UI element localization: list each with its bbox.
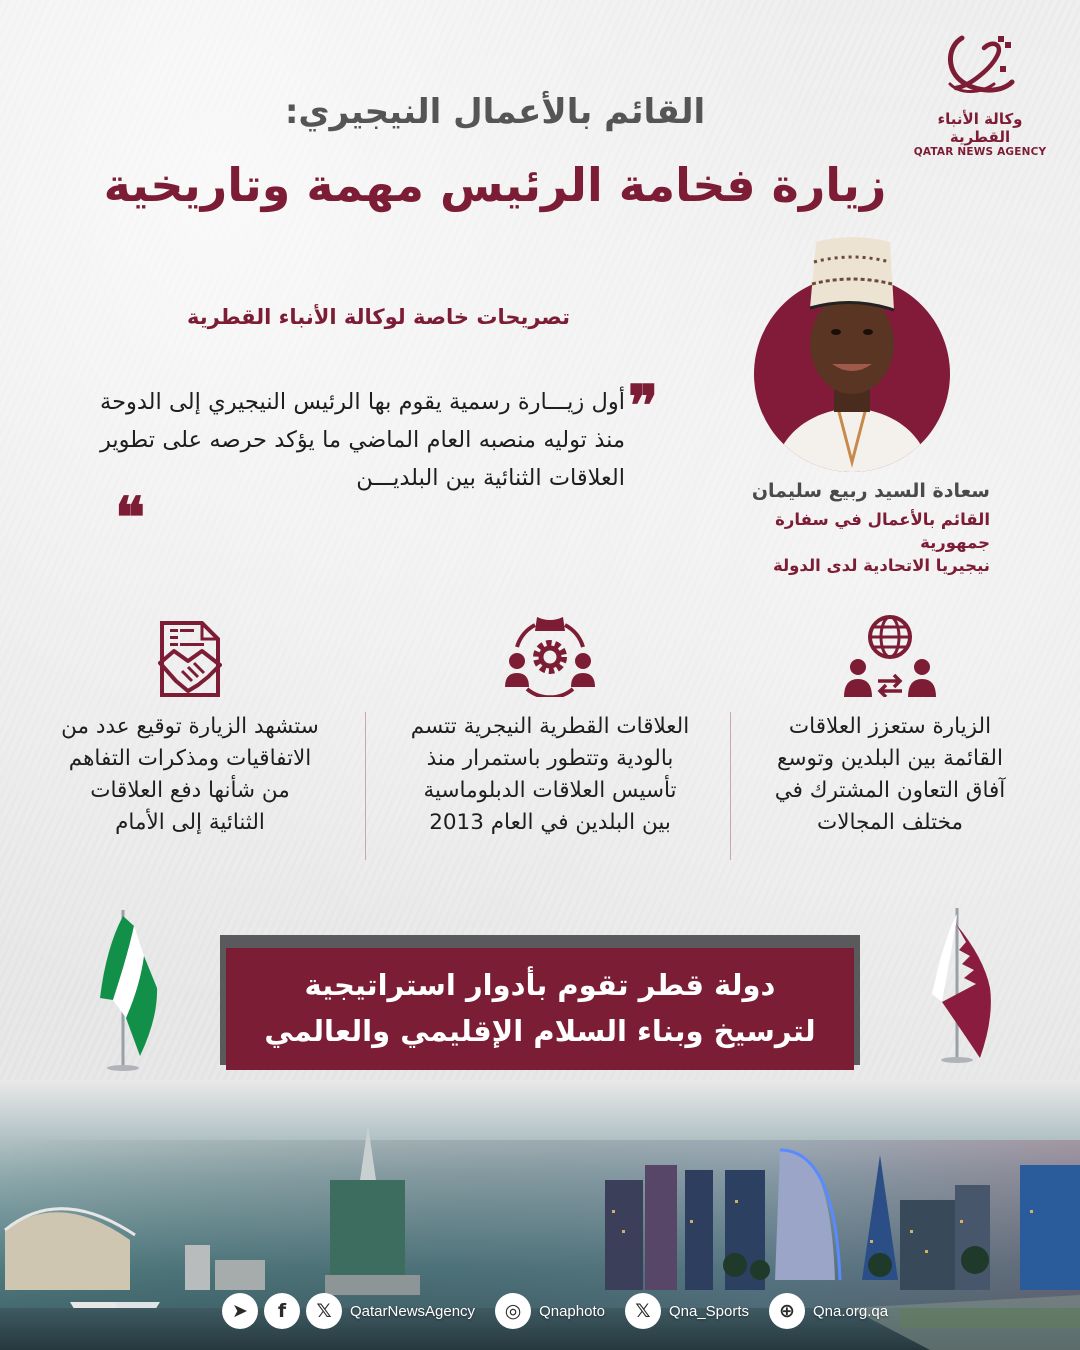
- feature-text-agreements: [25, 711, 355, 839]
- globe-web-icon[interactable]: ⊕: [769, 1293, 805, 1329]
- column-divider: [365, 712, 366, 860]
- subheading: تصريحات خاصة لوكالة الأنباء القطرية: [187, 305, 570, 329]
- banner-line-1: دولة قطر تقوم بأدوار استراتيجية: [304, 968, 776, 1002]
- globe-people-exchange-icon: [725, 612, 1055, 697]
- quote-text: أول زيـــارة رسمية يقوم بها الرئيس النيجيري إلى الدوحة منذ توليه منصبه العام الماضي ما يؤكد حرصه على تطوير العلاقات الثنائية بين البلديـــن: [100, 389, 625, 491]
- person-title-line-2: نيجيريا الاتحادية لدى الدولة: [772, 556, 990, 575]
- feature-line: مختلف المجالات: [817, 810, 963, 835]
- quote-close-icon: ❝: [115, 485, 146, 551]
- headline-kicker: القائم بالأعمال النيجيري:: [284, 92, 706, 132]
- logo-name-english: QATAR NEWS AGENCY: [913, 146, 1047, 158]
- website-link[interactable]: Qna.org.qa: [813, 1302, 889, 1320]
- instagram-icon[interactable]: ◎: [495, 1293, 531, 1329]
- banner-line-2: لترسيخ وبناء السلام الإقليمي والعالمي: [264, 1014, 816, 1048]
- feature-text-relations: [370, 711, 730, 839]
- feature-column-agreements: [25, 612, 355, 839]
- column-divider: [730, 712, 731, 860]
- person-title-line-1: القائم بالأعمال في سفارة جمهورية: [775, 510, 990, 552]
- feature-line: القائمة بين البلدين وتوسع: [777, 746, 1003, 771]
- telegram-icon[interactable]: ➤: [222, 1293, 258, 1329]
- social-links-bar: [222, 1290, 902, 1332]
- person-title: [700, 508, 990, 577]
- agreement-handshake-icon: [25, 612, 355, 697]
- quote-open-icon: ❞: [628, 373, 659, 439]
- headline-title: زيارة فخامة الرئيس مهمة وتاريخية: [103, 158, 887, 212]
- feature-line: الثنائية إلى الأمام: [115, 810, 265, 835]
- social-handle-qnaphoto[interactable]: Qnaphoto: [539, 1302, 605, 1320]
- facebook-icon[interactable]: f: [264, 1293, 300, 1329]
- feature-text-cooperation: [725, 711, 1055, 839]
- x-icon[interactable]: 𝕏: [306, 1293, 342, 1329]
- qatar-flag: [912, 898, 1002, 1063]
- feature-line: ستشهد الزيارة توقيع عدد من: [61, 714, 319, 739]
- feature-column-cooperation: [725, 612, 1055, 839]
- feature-line: الاتفاقيات ومذكرات التفاهم: [68, 746, 312, 771]
- feature-line: الزيارة ستعزز العلاقات: [788, 714, 992, 739]
- closing-banner: [226, 948, 854, 1070]
- feature-line: تأسيس العلاقات الدبلوماسية: [423, 778, 677, 803]
- team-gear-icon: [370, 612, 730, 697]
- feature-line: العلاقات القطرية النيجرية تتسم: [410, 714, 690, 739]
- feature-line: من شأنها دفع العلاقات: [90, 778, 290, 803]
- feature-column-relations: [370, 612, 730, 839]
- feature-line: بالودية وتتطور باستمرار منذ: [426, 746, 674, 771]
- x-sports-icon[interactable]: 𝕏: [625, 1293, 661, 1329]
- logo-name-arabic: وكالة الأنباء القطرية: [937, 110, 1023, 146]
- person-name: سعادة السيد ربيع سليمان: [751, 480, 990, 502]
- nigeria-flag: [78, 908, 168, 1073]
- social-handle-qatarnewsagency[interactable]: QatarNewsAgency: [350, 1302, 476, 1320]
- social-handle-qna-sports[interactable]: Qna_Sports: [668, 1302, 749, 1320]
- feature-line: بين البلدين في العام 2013: [429, 810, 671, 835]
- portrait-person-image: [754, 232, 950, 472]
- feature-line: آفاق التعاون المشترك في: [774, 778, 1006, 803]
